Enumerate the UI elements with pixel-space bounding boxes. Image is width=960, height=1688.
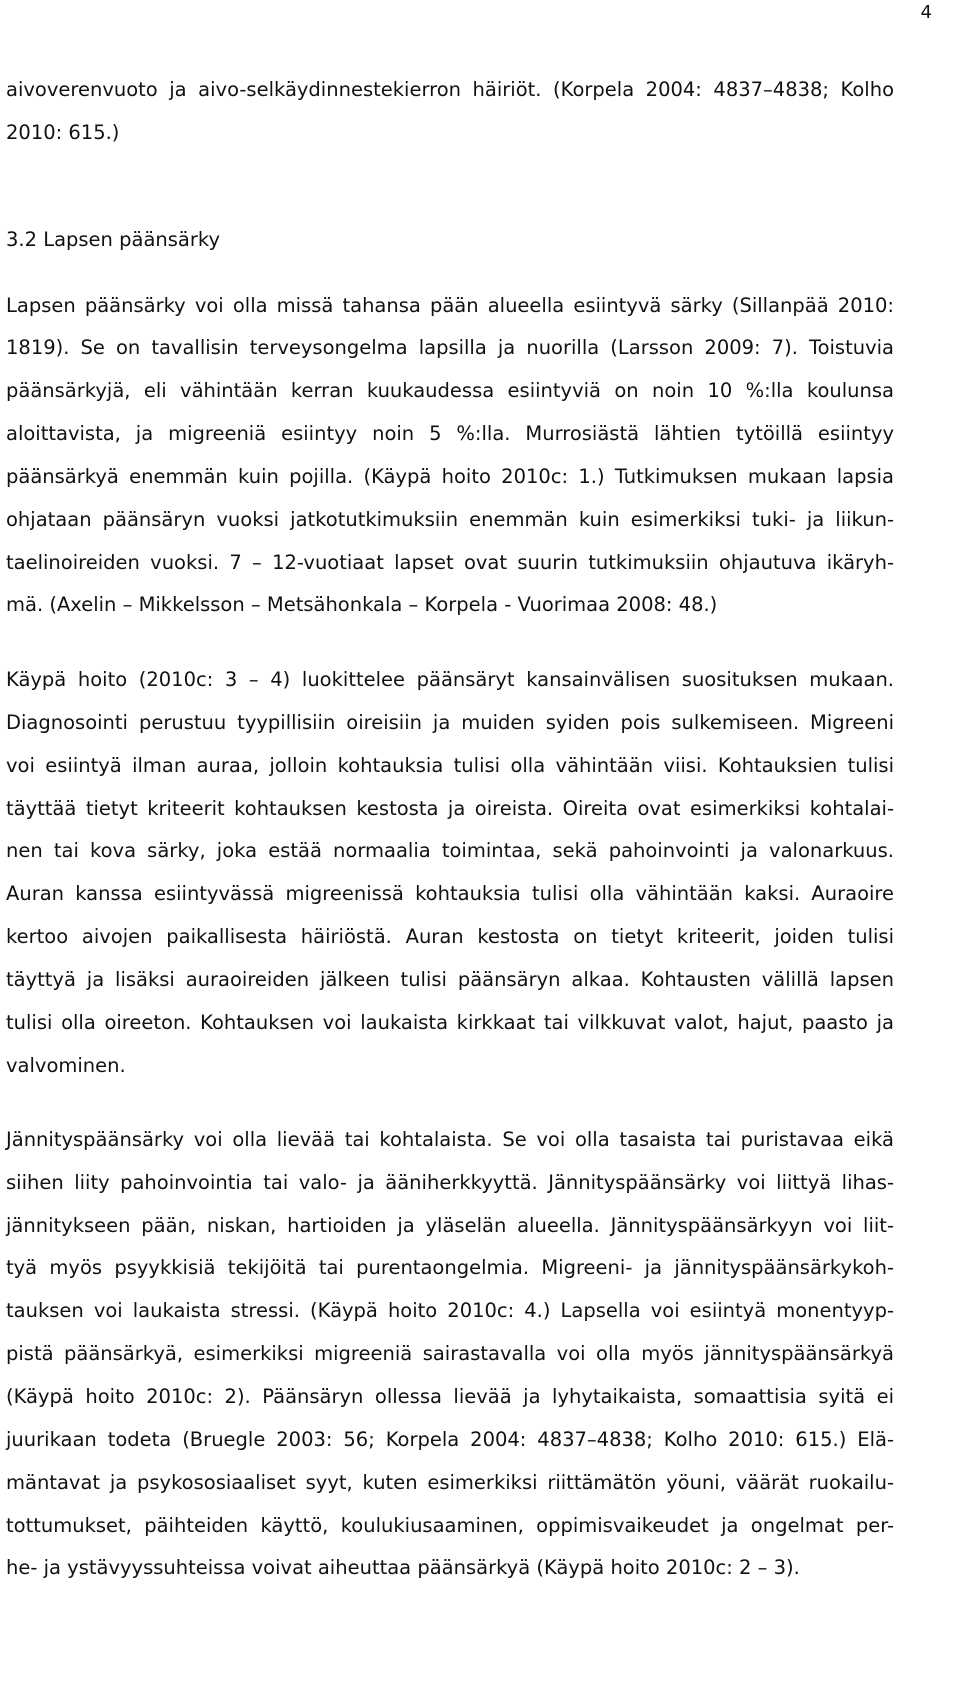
paragraph-line: Käypä hoito (2010c: 3 – 4) luokittelee päänsäryt kansainvälisen suosituksen mukaan.	[6, 668, 894, 691]
paragraph-line: siihen liity pahoinvointia tai valo- ja ääniherkkyyttä. Jännityspäänsärky voi liittyä lihas-	[6, 1171, 894, 1194]
page-number: 4	[920, 2, 932, 23]
paragraph-line: taelinoireiden vuoksi. 7 – 12-vuotiaat lapset ovat suurin tutkimuksiin ohjautuva ikäryh-	[6, 551, 894, 574]
paragraph-line: valvominen.	[6, 1054, 126, 1077]
paragraph-line: kertoo aivojen paikallisesta häiriöstä. Auran kestosta on tietyt kriteerit, joiden tulisi	[6, 925, 894, 948]
paragraph-line: täyttää tietyt kriteerit kohtauksen kestosta ja oireista. Oireita ovat esimerkiksi kohtalai-	[6, 797, 894, 820]
paragraph-line: mä. (Axelin – Mikkelsson – Metsähonkala – Korpela - Vuorimaa 2008: 48.)	[6, 593, 718, 616]
paragraph-line: nen tai kova särky, joka estää normaalia toimintaa, sekä pahoinvointi ja valonarkuus.	[6, 839, 894, 862]
paragraph-line: 1819). Se on tavallisin terveysongelma lapsilla ja nuorilla (Larsson 2009: 7). Toistuvia	[6, 336, 894, 359]
paragraph-line: päänsärkyjä, eli vähintään kerran kuukaudessa esiintyviä on noin 10 %:lla koulunsa	[6, 379, 894, 402]
paragraph-line: pistä päänsärkyä, esimerkiksi migreeniä sairastavalla voi olla myös jännityspäänsärkyä	[6, 1342, 894, 1365]
paragraph-line: aloittavista, ja migreeniä esiintyy noin 5 %:lla. Murrosiästä lähtien tytöillä esiintyy	[6, 422, 894, 445]
paragraph-line: Lapsen päänsärky voi olla missä tahansa pään alueella esiintyvä särky (Sillanpää 2010:	[6, 294, 894, 317]
paragraph-line: tauksen voi laukaista stressi. (Käypä hoito 2010c: 4.) Lapsella voi esiintyä monentyyp-	[6, 1299, 894, 1322]
paragraph-line: jännitykseen pään, niskan, hartioiden ja yläselän alueella. Jännityspäänsärkyyn voi liit-	[6, 1214, 894, 1237]
paragraph-line: tottumukset, päihteiden käyttö, koulukiusaaminen, oppimisvaikeudet ja ongelmat per-	[6, 1514, 894, 1537]
paragraph-line: täyttyä ja lisäksi auraoireiden jälkeen tulisi päänsäryn alkaa. Kohtausten välillä lapsen	[6, 968, 894, 991]
paragraph-line: (Käypä hoito 2010c: 2). Päänsäryn ollessa lievää ja lyhytaikaista, somaattisia syitä ei	[6, 1385, 894, 1408]
paragraph-line: Jännityspäänsärky voi olla lievää tai kohtalaista. Se voi olla tasaista tai puristavaa eikä	[6, 1128, 894, 1151]
paragraph-line: tulisi olla oireeton. Kohtauksen voi laukaista kirkkaat tai vilkkuvat valot, hajut, paasto ja	[6, 1011, 894, 1034]
paragraph-line: juurikaan todeta (Bruegle 2003: 56; Korpela 2004: 4837–4838; Kolho 2010: 615.) Elä-	[6, 1428, 894, 1451]
paragraph-line: Auran kanssa esiintyvässä migreenissä kohtauksia tulisi olla vähintään kaksi. Auraoire	[6, 882, 894, 905]
paragraph-line: päänsärkyä enemmän kuin pojilla. (Käypä hoito 2010c: 1.) Tutkimuksen mukaan lapsia	[6, 465, 894, 488]
paragraph-line: voi esiintyä ilman auraa, jolloin kohtauksia tulisi olla vähintään viisi. Kohtauksien tulisi	[6, 754, 894, 777]
intro-line: 2010: 615.)	[6, 121, 120, 144]
paragraph-line: tyä myös psyykkisiä tekijöitä tai purentaongelmia. Migreeni- ja jännityspäänsärkykoh-	[6, 1256, 894, 1279]
paragraph-line: he- ja ystävyyssuhteissa voivat aiheuttaa päänsärkyä (Käypä hoito 2010c: 2 – 3).	[6, 1556, 800, 1579]
paragraph-line: Diagnosointi perustuu tyypillisiin oireisiin ja muiden syiden pois sulkemiseen. Migreeni	[6, 711, 894, 734]
intro-line: aivoverenvuoto ja aivo-selkäydinnestekierron häiriöt. (Korpela 2004: 4837–4838; Kolho	[6, 78, 894, 101]
paragraph-line: mäntavat ja psykososiaaliset syyt, kuten esimerkiksi riittämätön yöuni, väärät ruokailu-	[6, 1471, 894, 1494]
paragraph-line: ohjataan päänsäryn vuoksi jatkotutkimuksiin enemmän kuin esimerkiksi tuki- ja liikun-	[6, 508, 894, 531]
section-heading: 3.2 Lapsen päänsärky	[6, 228, 221, 251]
